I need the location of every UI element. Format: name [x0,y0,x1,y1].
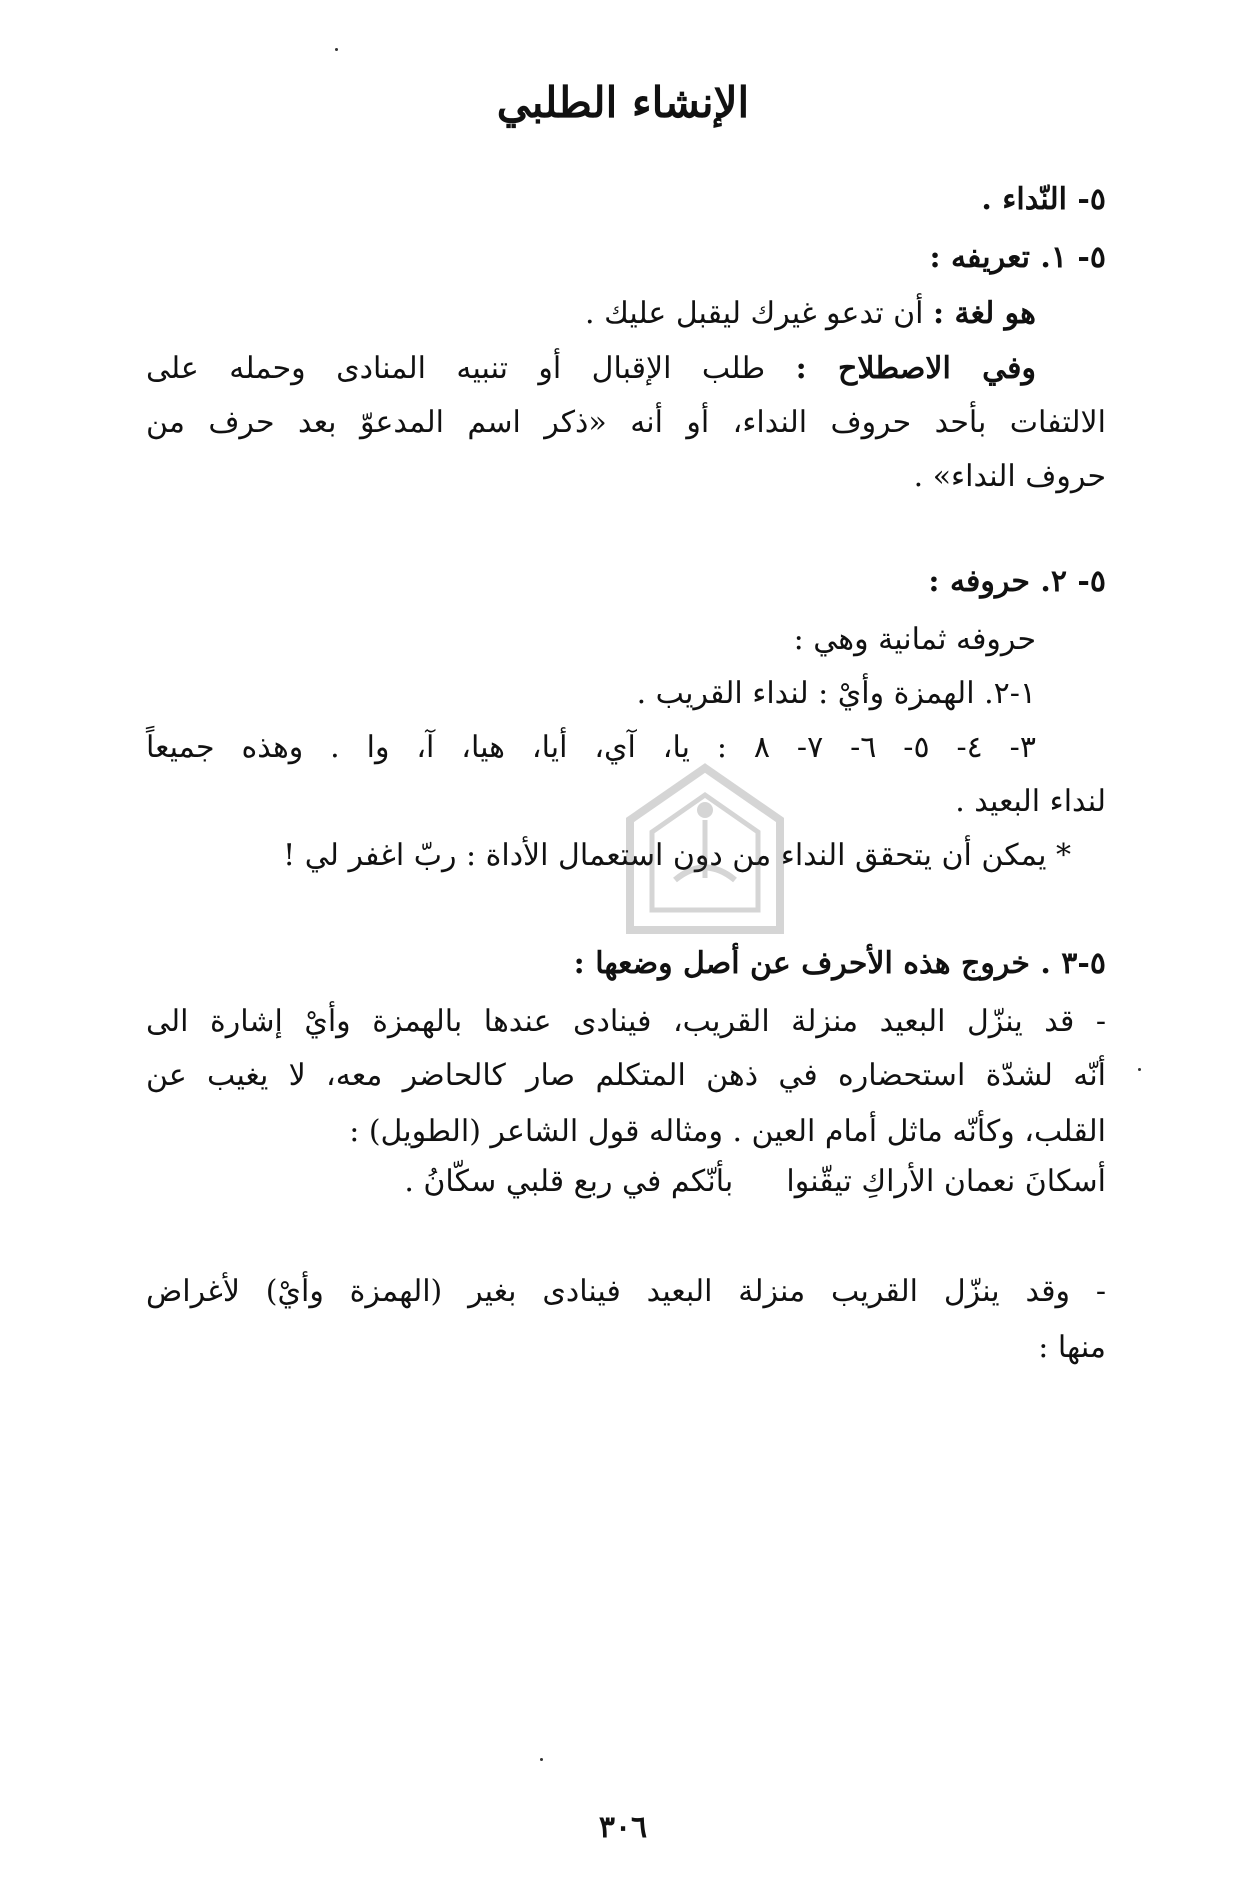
letters-note: * يمكن أن يتحقق النداء من دون استعمال الأداة : ربّ اغفر لي ! [283,838,1071,873]
definition-language-text: أن تدعو غيرك ليقبل عليك . [585,296,924,331]
letters-line-4: لنداء البعيد . [955,784,1106,819]
deviation-p1-line-2: أنّه لشدّة استحضاره في ذهن المتكلم صار كالحاضر معه، لا يغيب عن [146,1058,1106,1093]
section-heading-letters: ٥- ٢. حروفه : [928,564,1106,599]
letters-line-1: حروفه ثمانية وهي : [793,622,1036,657]
definition-term-label: وفي الاصطلاح : [795,351,1036,386]
section-heading-definition: ٥- ١. تعريفه : [929,240,1106,275]
section-heading-nida: ٥- النّداء . [981,182,1106,217]
scan-speck [335,48,338,51]
deviation-p1-line-1: - قد ينزّل البعيد منزلة القريب، فينادى عندها بالهمزة وأيْ إشارة الى [146,1004,1106,1039]
letters-line-3: ٣- ٤- ٥- ٦- ٧- ٨ : يا، آي، أيا، هيا، آ، وا . وهذه جميعاً [146,730,1036,765]
section-heading-deviation: ٥-٣ . خروج هذه الأحرف عن أصل وضعها : [573,946,1106,981]
definition-language-label: هو لغة : [933,296,1036,331]
deviation-p2-line-1: - وقد ينزّل القريب منزلة البعيد فينادى بغير (الهمزة وأيْ) لأغراض [146,1274,1106,1309]
letters-line-2: ١-٢. الهمزة وأيْ : لنداء القريب . [636,676,1036,711]
page-title: الإنشاء الطلبي [496,78,750,127]
poetry-verse [146,1160,1106,1204]
definition-term-line-2: الالتفات بأحد حروف النداء، أو أنه «ذكر اسم المدعوّ بعد حرف من [146,405,1106,440]
deviation-p2-line-2: منها : [1038,1330,1106,1365]
definition-term-line-3: حروف النداء» . [913,459,1106,494]
verse-second-hemistich: بأنّكم في ربع قلبي سكّانُ . [404,1164,734,1199]
library-watermark-logo [620,760,790,950]
scan-speck [540,1758,543,1761]
definition-language-line [76,292,1036,336]
deviation-p1-line-3: القلب، وكأنّه ماثل أمام العين . ومثاله قول الشاعر (الطويل) : [349,1114,1106,1149]
verse-first-hemistich: أسكانَ نعمان الأراكِ تيقّنوا [786,1164,1106,1199]
definition-term-line-1 [146,347,1036,391]
page-number: ٣٠٦ [598,1810,648,1845]
definition-term-text: طلب الإقبال أو تنبيه المنادى وحمله على [146,351,766,386]
scan-speck [1138,1068,1141,1071]
